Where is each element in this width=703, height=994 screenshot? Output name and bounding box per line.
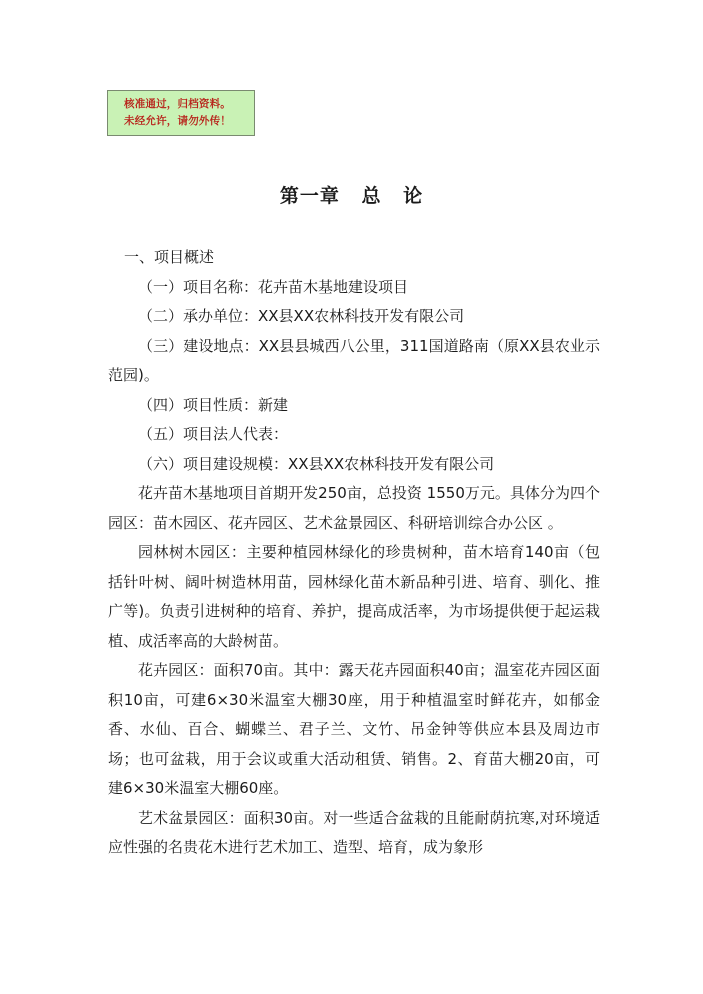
chapter-title: 第一章 总 论 [279,185,424,207]
stamp-line-1: 核准通过，归档资料。 [124,98,231,110]
item-legal-rep: （五）项目法人代表： [138,425,289,443]
document-body [108,243,600,863]
stamp-line-2: 未经允许，请勿外传！ [124,115,231,127]
section-heading: 一、项目概述 [124,248,215,266]
paragraph-flowers: 花卉园区：面积70亩。其中：露天花卉园面积40亩；温室花卉园区面积10亩，可建6×30米温室大棚30座，用于种植温室时鲜花卉，如郁金香、水仙、百合、蝴蝶兰、君子兰、文竹、吊金钟等供应本县及周边市场；也可盆栽，用于会议或重大活动租赁、销售。2、育苗大棚20亩，可建6×30米温室大棚60座。 [108,661,600,797]
paragraph-overview: 花卉苗木基地项目首期开发250亩，总投资 1550万元。具体分为四个园区：苗木园区、花卉园区、艺术盆景园区、科研培训综合办公区 。 [108,484,600,532]
archive-stamp [107,90,255,136]
item-location: （三）建设地点：XX县县城西八公里，311国道路南（原XX县农业示范园)。 [108,336,600,384]
item-undertaking-unit: （二）承办单位：XX县XX农林科技开发有限公司 [138,307,465,325]
item-scale: （六）项目建设规模：XX县XX农林科技开发有限公司 [138,454,495,473]
item-project-name: （一）项目名称：花卉苗木基地建设项目 [138,277,409,296]
item-nature: （四）项目性质：新建 [138,395,289,414]
paragraph-garden-trees: 园林树木园区：主要种植园林绿化的珍贵树种，苗木培育140亩（包括针叶树、阔叶树造林用苗，园林绿化苗木新品种引进、培育、驯化、推广等)。负责引进树种的培育、养护，提高成活率，为市场提供便于起运栽植、成活率高的大龄树苗。 [108,543,600,650]
paragraph-bonsai: 艺术盆景园区：面积30亩。对一些适合盆栽的且能耐荫抗寒,对环境适应性强的名贵花木进行艺术加工、造型、培育，成为象形 [108,808,600,856]
